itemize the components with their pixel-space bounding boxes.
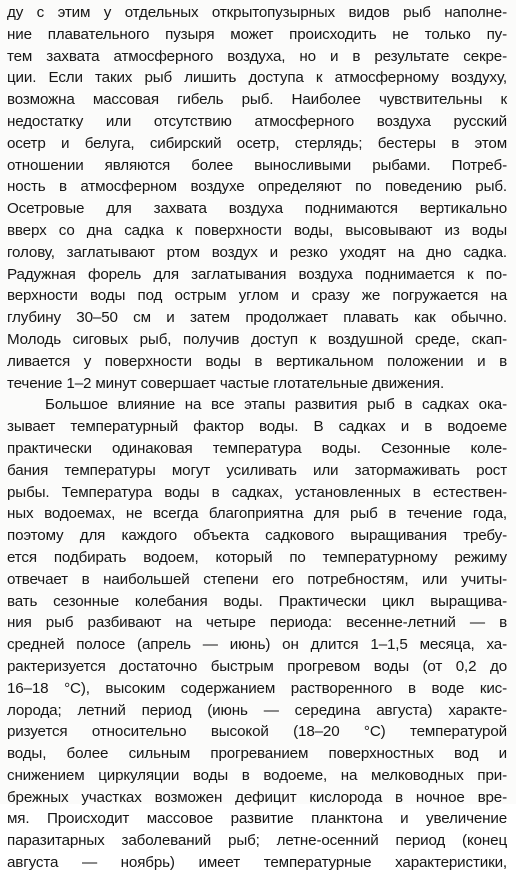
text-line: ливается у поверхности воды в вертикальном положении и в	[7, 352, 507, 370]
text-line: вверх со дна садка к поверхности воды, высовывают из воды	[7, 221, 507, 239]
text-line: рыбы. Температура воды в садках, установленных в естествен-	[7, 483, 507, 501]
text-line: Большое влияние на все этапы развития рыб в садках ока-	[45, 396, 507, 414]
text-line: возможна массовая гибель рыб. Наиболее чувствительны к	[7, 91, 507, 109]
text-line: тем захвата атмосферного воздуха, но и в результате секре-	[7, 47, 507, 65]
text-line: Молодь сиговых рыб, получив доступ к воздушной среде, скап-	[7, 330, 507, 348]
text-line: отношении являются более выносливыми рыбами. Потреб-	[7, 156, 507, 174]
text-line: вать сезонные колебания воды. Практически цикл выращива-	[7, 592, 507, 610]
text-line: лорода; летний период (июнь — середина августа) характе-	[7, 701, 507, 719]
text-line: глубину 30–50 см и затем продолжает плавать как обычно.	[7, 309, 507, 327]
text-line: ния рыб разбивают на четыре периода: весенне-летний — в	[7, 614, 507, 632]
text-line: ризуется относительно высокой (18–20 °С) температурой	[7, 723, 507, 741]
paragraph	[7, 394, 507, 874]
paragraph	[7, 2, 507, 394]
text-line: 16–18 °С), высоким содержанием растворенного в воде кис-	[7, 679, 507, 697]
text-line: брежных участках возможен дефицит кислорода в ночное вре-	[7, 788, 507, 806]
text-line: снижением циркуляции воды в водоеме, на мелководных при-	[7, 766, 507, 784]
text-line: осетр и белуга, сибирский осетр, стерлядь; бестеры в этом	[7, 134, 507, 152]
text-line: течение 1–2 минут совершает частые глотательные движения.	[7, 374, 445, 392]
text-line: ется подбирать водоем, который по температурному режиму	[7, 548, 507, 566]
text-line: ние плавательного пузыря может происходить не только пу-	[7, 25, 507, 43]
text-line: ции. Если таких рыб лишить доступа к атмосферному воздуху,	[7, 69, 507, 87]
text-line: ных водоемах, не всегда благоприятна для рыб в течение года,	[7, 505, 507, 523]
text-line: мя. Происходит массовое развитие планктона и увеличение	[7, 810, 507, 828]
text-line: поэтому для каждого объекта садкового выращивания требу-	[7, 527, 507, 545]
text-line: зывает температурный фактор воды. В садках и в водоеме	[7, 418, 507, 436]
text-line: голову, заглатывают ртом воздух и резко уходят на дно садка.	[7, 243, 507, 261]
text-line: паразитарных заболеваний рыб; летне-осенний период (конец	[7, 832, 507, 850]
text-line: отвечает в наибольшей степени его потребностям, или учиты-	[7, 570, 507, 588]
text-line: воды, более сильным прогреванием поверхностных вод и	[7, 745, 507, 763]
text-line: Радужная форель для заглатывания воздуха поднимается к по-	[7, 265, 507, 283]
text-line: рактеризуется достаточно быстрым прогревом воды (от 0,2 до	[7, 657, 507, 675]
text-line: Осетровые для захвата воздуха поднимаются вертикально	[7, 200, 507, 218]
text-line: недостатку или отсутствию атмосферного воздуха русский	[7, 112, 507, 130]
text-line: ду с этим у отдельных открытопузырных видов рыб наполне-	[7, 4, 507, 21]
text-line: практически одинаковая температура воды. Сезонные коле-	[7, 439, 507, 457]
text-line: августа — ноябрь) имеет температурные характеристики,	[7, 854, 507, 872]
text-line: верхности воды под острым углом и сразу же погружается на	[7, 287, 507, 305]
text-line: ность в атмосферном воздухе определяют по поведению рыб.	[7, 178, 507, 196]
text-line: бания температуры могут усиливать или затормаживать рост	[7, 461, 507, 479]
body-text	[7, 2, 507, 874]
text-line: средней полосе (апрель — июнь) он длится 1–1,5 месяца, ха-	[7, 636, 507, 654]
